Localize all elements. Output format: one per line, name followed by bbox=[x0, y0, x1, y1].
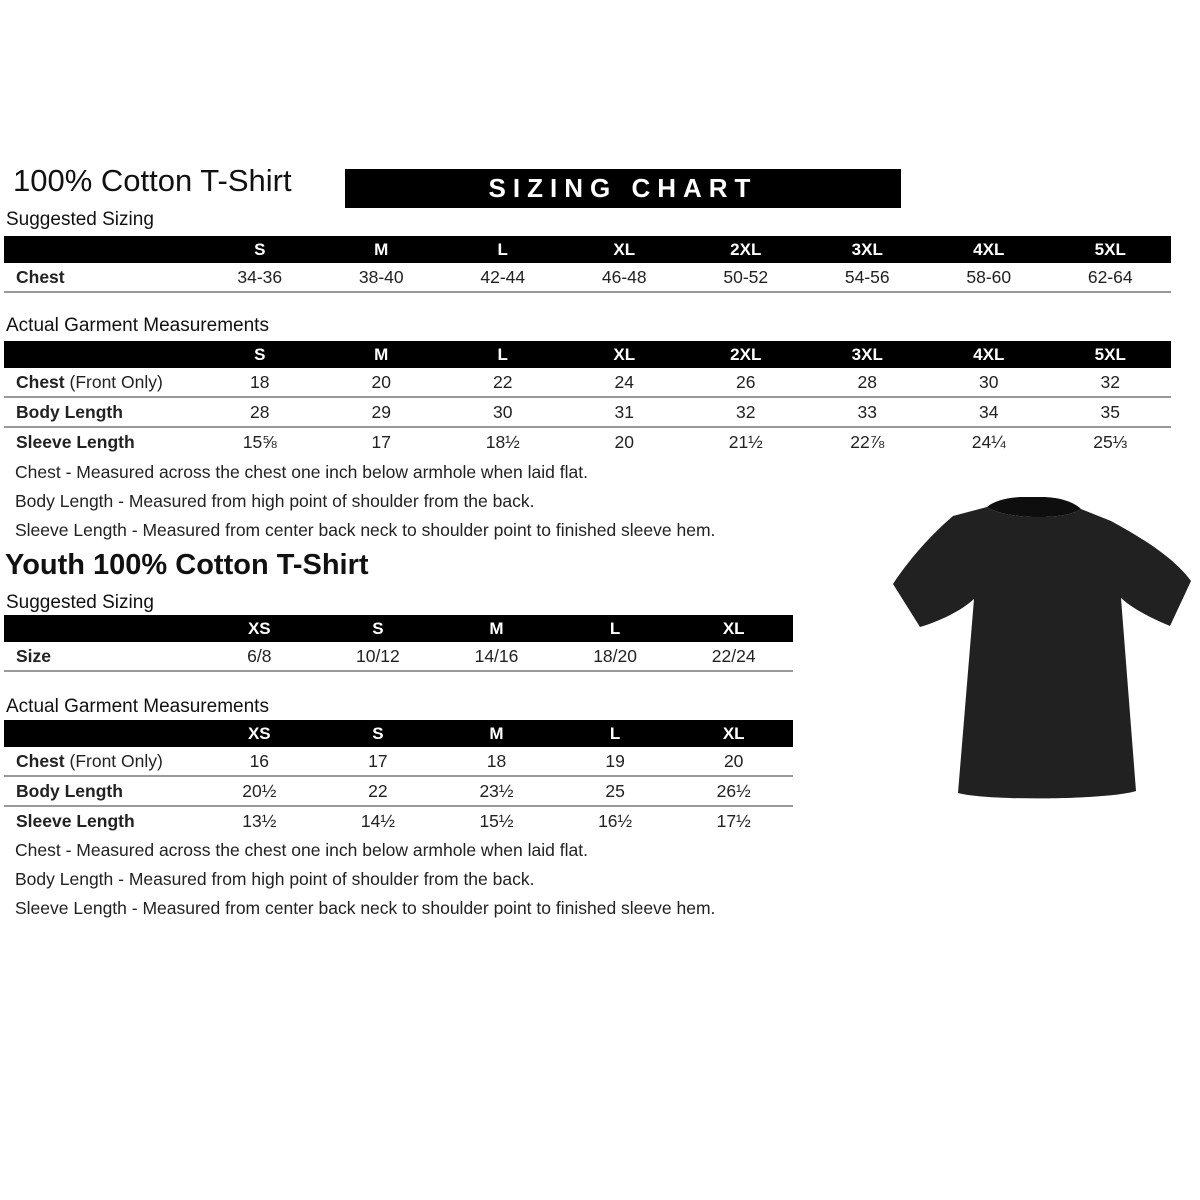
adult-suggested-sizing-table bbox=[4, 236, 1171, 293]
row-label: Body Length bbox=[16, 401, 123, 422]
adult-measurement-notes bbox=[15, 458, 715, 545]
row-label: Chest bbox=[16, 371, 65, 392]
table-row bbox=[4, 263, 1171, 293]
table-cell: 22/24 bbox=[711, 645, 756, 666]
adult-measurements-label: Actual Garment Measurements bbox=[6, 315, 269, 336]
row-label-cell bbox=[4, 267, 199, 288]
table-cell: 18/20 bbox=[593, 645, 637, 666]
size-column-header: 3XL bbox=[851, 239, 883, 259]
row-label: Sleeve Length bbox=[16, 810, 135, 831]
adult-measurements-table bbox=[4, 341, 1171, 456]
size-column-header: XS bbox=[247, 723, 271, 743]
table-cell: 17 bbox=[371, 431, 391, 452]
youth-measurements-table bbox=[4, 720, 793, 835]
table-cell: 18 bbox=[250, 371, 270, 392]
table-row bbox=[4, 805, 793, 835]
table-cell: 35 bbox=[1100, 401, 1120, 422]
table-row bbox=[4, 775, 793, 805]
youth-suggested-sizing-table bbox=[4, 615, 793, 672]
table-cell: 32 bbox=[736, 401, 756, 422]
table-cell: 26 bbox=[736, 371, 756, 392]
row-label-cell bbox=[4, 781, 200, 802]
row-label-cell bbox=[4, 402, 199, 423]
size-column-header: M bbox=[374, 344, 389, 364]
adult-suggested-sizing-label: Suggested Sizing bbox=[6, 209, 154, 230]
table-row bbox=[4, 747, 793, 775]
table-cell: 16 bbox=[249, 750, 270, 771]
size-column-header: XL bbox=[613, 344, 636, 364]
row-label: Chest bbox=[16, 266, 65, 287]
size-column-header: XL bbox=[613, 239, 636, 259]
row-label-suffix: (Front Only) bbox=[64, 371, 163, 392]
table-cell: 18 bbox=[486, 750, 507, 771]
table-cell: 30 bbox=[493, 401, 513, 422]
table-header-row bbox=[4, 236, 1171, 263]
table-cell: 28 bbox=[250, 401, 270, 422]
table-cell: 15⅝ bbox=[242, 431, 277, 452]
table-cell: 17 bbox=[368, 750, 388, 771]
table-cell: 13½ bbox=[242, 810, 277, 831]
tshirt-photo bbox=[892, 497, 1192, 803]
size-column-header: 4XL bbox=[973, 344, 1005, 364]
table-cell: 34-36 bbox=[237, 266, 283, 287]
table-header-row bbox=[4, 615, 793, 642]
table-cell: 18½ bbox=[485, 431, 520, 452]
table-row bbox=[4, 368, 1171, 396]
table-cell: 30 bbox=[979, 371, 999, 392]
row-label: Body Length bbox=[16, 780, 123, 801]
table-cell: 24 bbox=[614, 371, 634, 392]
size-column-header: S bbox=[254, 239, 266, 259]
youth-suggested-sizing-label: Suggested Sizing bbox=[6, 592, 154, 613]
size-column-header: L bbox=[497, 344, 508, 364]
size-column-header: 4XL bbox=[973, 239, 1005, 259]
sizing-chart-banner bbox=[345, 169, 901, 208]
size-column-header: XS bbox=[247, 618, 271, 638]
size-column-header: M bbox=[489, 723, 504, 743]
size-column-header: S bbox=[372, 723, 384, 743]
table-cell: 19 bbox=[605, 750, 625, 771]
table-cell: 42-44 bbox=[480, 266, 526, 287]
table-header-row bbox=[4, 720, 793, 747]
note-sleeve-length: Sleeve Length - Measured from center back neck to shoulder point to finished sleeve hem. bbox=[15, 520, 716, 540]
table-cell: 20 bbox=[371, 371, 391, 392]
table-cell: 54-56 bbox=[844, 266, 890, 287]
size-column-header: 3XL bbox=[851, 344, 883, 364]
note-chest: Chest - Measured across the chest one inch below armhole when laid flat. bbox=[15, 840, 588, 860]
row-label-suffix: (Front Only) bbox=[64, 750, 163, 771]
row-label: Size bbox=[16, 645, 52, 666]
note-body-length: Body Length - Measured from high point of shoulder from the back. bbox=[15, 491, 535, 511]
youth-section-title: Youth 100% Cotton T-Shirt bbox=[5, 549, 369, 581]
table-cell: 46-48 bbox=[601, 266, 647, 287]
note-chest: Chest - Measured across the chest one inch below armhole when laid flat. bbox=[15, 462, 588, 482]
size-column-header: 2XL bbox=[730, 239, 762, 259]
sizing-chart-banner-label: SIZING CHART bbox=[488, 173, 758, 203]
table-cell: 25⅓ bbox=[1093, 431, 1128, 452]
table-cell: 17½ bbox=[716, 810, 751, 831]
table-cell: 33 bbox=[857, 401, 877, 422]
table-cell: 23½ bbox=[479, 780, 514, 801]
row-label: Sleeve Length bbox=[16, 431, 135, 452]
page-title: 100% Cotton T-Shirt bbox=[13, 163, 292, 198]
table-cell: 32 bbox=[1100, 371, 1120, 392]
table-cell: 21½ bbox=[728, 431, 763, 452]
table-cell: 6/8 bbox=[247, 645, 272, 666]
table-cell: 58-60 bbox=[966, 266, 1012, 287]
table-row bbox=[4, 396, 1171, 426]
table-cell: 34 bbox=[979, 401, 999, 422]
table-row bbox=[4, 426, 1171, 456]
table-cell: 20½ bbox=[242, 780, 277, 801]
size-column-header: L bbox=[497, 239, 508, 259]
table-cell: 31 bbox=[614, 401, 634, 422]
size-column-header: L bbox=[609, 618, 621, 638]
youth-measurements-label: Actual Garment Measurements bbox=[6, 696, 269, 717]
size-column-header: 5XL bbox=[1094, 344, 1126, 364]
table-cell: 26½ bbox=[716, 780, 751, 801]
size-column-header: XL bbox=[722, 723, 745, 743]
size-column-header: M bbox=[374, 239, 389, 259]
size-column-header: XL bbox=[722, 618, 745, 638]
table-cell: 14½ bbox=[360, 810, 395, 831]
table-cell: 38-40 bbox=[358, 266, 404, 287]
table-cell: 22⅞ bbox=[850, 431, 885, 452]
row-label-cell bbox=[4, 432, 199, 453]
size-column-header: 2XL bbox=[730, 344, 762, 364]
tshirt-body-shape bbox=[893, 507, 1191, 798]
note-body-length: Body Length - Measured from high point of shoulder from the back. bbox=[15, 869, 535, 889]
size-column-header: S bbox=[254, 344, 266, 364]
table-cell: 29 bbox=[371, 401, 391, 422]
youth-measurement-notes bbox=[15, 836, 715, 923]
row-label-cell bbox=[4, 372, 199, 393]
size-column-header: M bbox=[489, 618, 504, 638]
table-cell: 24¼ bbox=[971, 431, 1006, 452]
size-column-header: L bbox=[609, 723, 621, 743]
tshirt-image bbox=[892, 497, 1192, 803]
note-sleeve-length: Sleeve Length - Measured from center back neck to shoulder point to finished sleeve hem. bbox=[15, 898, 716, 918]
row-label: Chest bbox=[16, 750, 65, 771]
table-row bbox=[4, 642, 793, 672]
table-cell: 15½ bbox=[479, 810, 514, 831]
table-cell: 25 bbox=[605, 780, 625, 801]
table-cell: 14/16 bbox=[474, 645, 519, 666]
table-cell: 20 bbox=[614, 431, 634, 452]
table-cell: 50-52 bbox=[723, 266, 769, 287]
table-cell: 22 bbox=[493, 371, 513, 392]
table-header-row bbox=[4, 341, 1171, 368]
row-label-cell bbox=[4, 646, 200, 667]
table-cell: 16½ bbox=[598, 810, 633, 831]
table-cell: 62-64 bbox=[1087, 266, 1133, 287]
row-label-cell bbox=[4, 811, 200, 832]
table-cell: 20 bbox=[723, 750, 744, 771]
size-column-header: S bbox=[372, 618, 384, 638]
table-cell: 28 bbox=[857, 371, 877, 392]
table-cell: 22 bbox=[368, 780, 388, 801]
row-label-cell bbox=[4, 751, 200, 772]
size-column-header: 5XL bbox=[1094, 239, 1126, 259]
table-cell: 10/12 bbox=[355, 645, 400, 666]
